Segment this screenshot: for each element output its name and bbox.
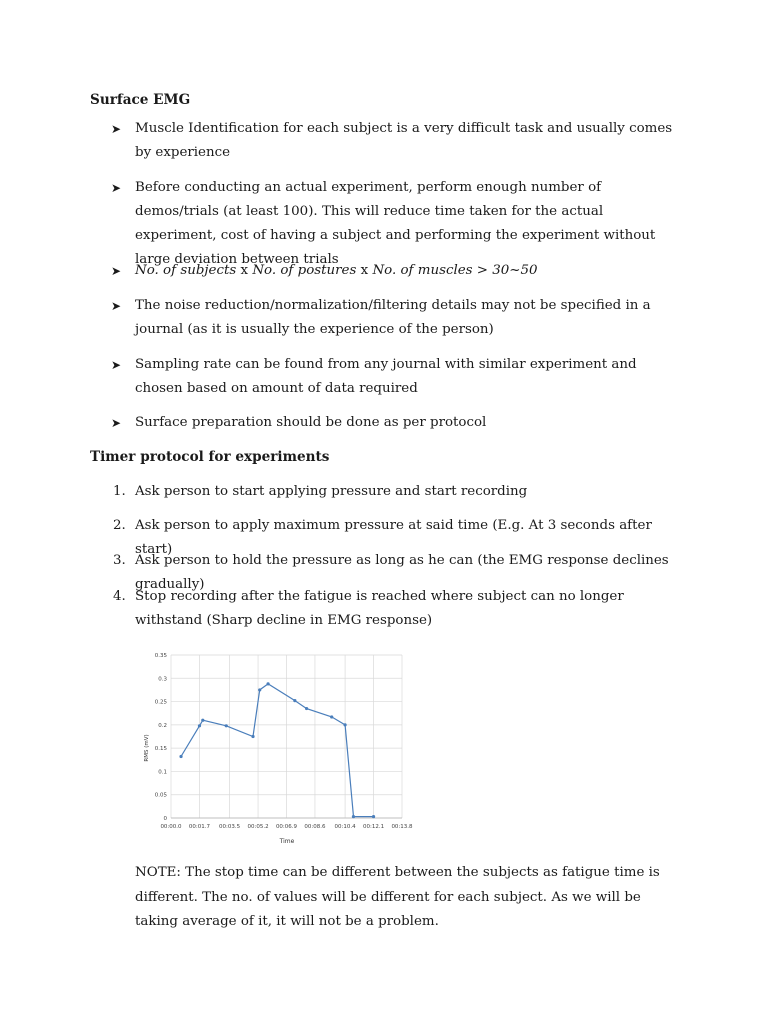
bullet-item-formula [135,259,683,283]
step-number: 4. [113,589,126,604]
data-point [179,755,182,758]
formula-muscles: No. of muscles > 30~50 [372,263,538,278]
x-axis-ticks [160,824,413,830]
bullet-arrow-icon: ➤ [111,264,122,278]
formula-times: x [356,263,373,278]
y-tick-label: 0.25 [154,699,167,706]
series-line [181,684,374,817]
formula-subjects: No. of subjects [135,263,237,278]
step-text: Ask person to apply maximum pressure at said time (E.g. At 3 seconds after start) [135,518,652,557]
data-point [258,688,261,691]
data-point [251,735,254,738]
step-text: Ask person to hold the pressure as long as he can (the EMG response declines gradually) [135,553,669,592]
bullet-arrow-icon: ➤ [111,181,122,195]
x-tick-label: 00:06.9 [275,824,298,830]
y-axis-label: RMS (mV) [144,734,150,762]
note-paragraph: NOTE: The stop time can be different between the subjects as fatigue time is different. The no. of values will be different for each subject. As we will be taking average of it, it will not be a problem. [135,865,660,929]
step-number: 1. [113,484,126,499]
step-number: 2. [113,518,126,533]
y-tick-label: 0.05 [154,792,167,799]
data-point [266,682,269,685]
x-tick-label: 00:00.0 [160,824,182,830]
bullet-item: The noise reduction/normalization/filtering details may not be specified in a journal (as it is usually the experience of the person) [135,298,651,337]
bullet-arrow-icon: ➤ [111,299,122,313]
formula-postures: No. of postures [252,263,357,278]
step-text: Stop recording after the fatigue is reached where subject can no longer withstand (Sharp decline in EMG response) [135,589,624,628]
x-axis-label: Time [279,838,295,845]
formula-times: x [236,263,253,278]
y-axis-ticks [155,653,168,822]
x-tick-label: 00:12.1 [362,824,385,830]
data-point [198,724,201,727]
bullet-item: Before conducting an actual experiment, perform enough number of demos/trials (at least 100). This will reduce time taken for the actual experiment, cost of having a subject and performing the experiment without large deviation between trials [135,180,656,267]
data-point [372,815,375,818]
x-tick-label: 00:05.2 [247,824,269,830]
y-tick-label: 0.1 [158,769,167,776]
section-title-surface-emg: Surface EMG [90,92,191,108]
bullet-arrow-icon: ➤ [111,416,122,430]
data-point [305,707,308,710]
section-title-timer-protocol: Timer protocol for experiments [90,449,330,465]
data-point [352,815,355,818]
bullet-item: Muscle Identification for each subject is a very difficult task and usually comes by experience [135,121,673,160]
y-tick-label: 0.2 [158,722,167,729]
rms-line-chart [130,642,430,852]
x-tick-label: 00:03.5 [219,824,241,830]
y-tick-label: 0 [163,816,167,822]
data-point [293,699,296,702]
bullet-arrow-icon: ➤ [111,358,122,372]
x-tick-label: 00:08.6 [304,824,326,830]
data-point [225,724,228,727]
bullet-arrow-icon: ➤ [111,122,122,136]
bullet-item: Surface preparation should be done as per protocol [135,415,487,430]
chart-series [179,682,375,818]
step-text: Ask person to start applying pressure and start recording [135,484,528,499]
chart-gridlines [171,655,402,818]
data-point [343,723,346,726]
x-tick-label: 00:01.7 [188,824,211,830]
x-tick-label: 00:10.4 [334,824,356,830]
data-point [330,715,333,718]
y-tick-label: 0.35 [154,653,167,659]
data-point [201,719,204,722]
x-tick-label: 00:13.8 [391,824,413,830]
bullet-item: Sampling rate can be found from any journal with similar experiment and chosen based on amount of data required [135,357,637,396]
step-number: 3. [113,553,126,568]
y-tick-label: 0.3 [158,676,167,683]
y-tick-label: 0.15 [154,746,167,753]
